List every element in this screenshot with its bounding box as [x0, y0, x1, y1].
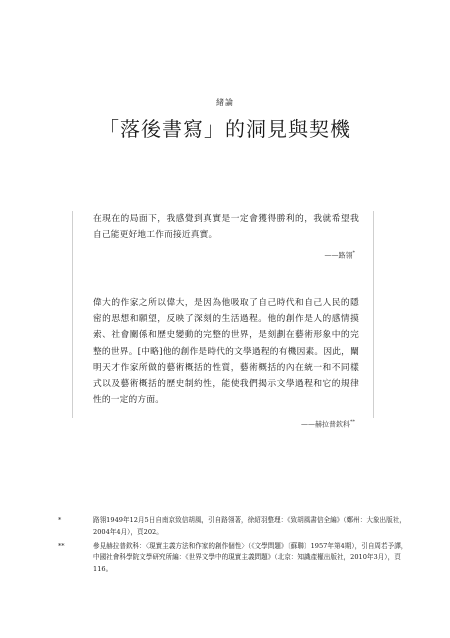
- footnote-mark: *: [58, 516, 62, 524]
- epigraph-attribution-1: [325, 250, 356, 260]
- epigraph-quote-2: 偉大的作家之所以偉大，是因為他吸取了自己時代和自己人民的隱密的思想和願望，反映了深刻的生活過程。他的創作是人的感情摸索、社會關係和歷史變動的完整的世界，是刻劃在藝術形象中的完整的世界。[中略]他的創作是時代的文學過程的有機因素。因此，闡明天才作家所做的藝術概括的性質，藝術概括的內在統一和不同樣式以及藝術概括的歷史制約性，能使我們揭示文學過程和它的規律性的一定的方面。: [93, 298, 359, 406]
- chapter-label: 緒論: [216, 98, 234, 107]
- footnote-mark: **: [58, 541, 65, 550]
- footnote-text: 參見赫拉普欽科：〈現實主義方法和作家的創作個性〉（《文學問題》〔蘇聯〕1957年第4期），引自周若予譯，中國社會科學院文學研究所編：《世界文學中的現實主義問題》（北京：知識產權出版社，2010年3月），頁116。: [93, 541, 408, 574]
- attribution-text: ——路翎: [324, 251, 353, 260]
- footnote-item: [58, 541, 410, 576]
- epigraph-quote-1: 在現在的局面下，我感覺到真實是一定會獲得勝利的，我就希望我自己能更好地工作而接近真實。: [93, 214, 359, 241]
- footnote-ref: *: [352, 250, 355, 256]
- footnotes: [58, 515, 410, 578]
- chapter-title: 「落後書寫」的洞見與契機: [99, 117, 351, 141]
- footnote-ref: **: [350, 419, 355, 425]
- footnote-item: [58, 515, 410, 539]
- attribution-text: ——赫拉普欽科: [301, 420, 350, 429]
- footnote-text: 路翎1949年12月5日自南京致信胡風，引自路翎著，徐紹羽整理：《致胡風書信全編》（鄭州：大象出版社，2004年4月），頁202。: [93, 516, 406, 536]
- epigraph-attribution-2: [301, 419, 355, 429]
